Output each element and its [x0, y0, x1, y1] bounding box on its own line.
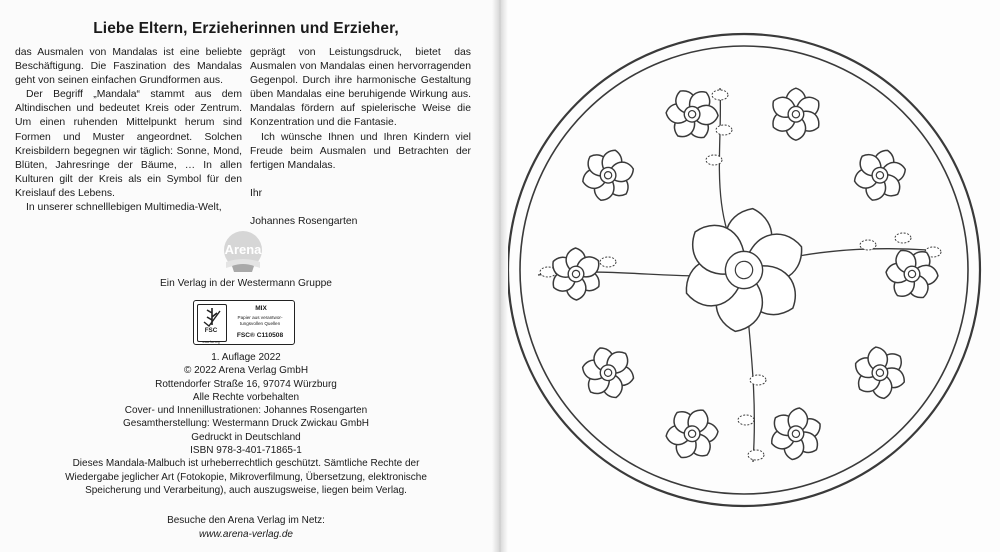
visit-line: Besuche den Arena Verlag im Netz:	[167, 515, 325, 526]
right-page	[508, 0, 1000, 552]
paragraph: Der Begriff „Mandala“ stammt aus dem Altindischen und bedeutet Kreis oder Zentrum. Um einen ruhenden Mittelpunkt herum sind Formen und Muster angeordnet. Solchen Kreisbildern begegnen wir täglich: Sonne, Mond, Blüten, Jahresringe der Bäume, … In allen Kulturen gilt der Kreis als ein Symbol für den Kreislauf des Lebens.	[15, 89, 242, 199]
text-column-right	[250, 46, 471, 229]
imprint-line: © 2022 Arena Verlag GmbH	[183, 365, 309, 377]
fsc-tree-box	[197, 304, 227, 342]
small-flower	[664, 404, 721, 463]
catkin	[895, 233, 911, 243]
imprint-line: Rottendorfer Straße 16, 97074 Würzburg	[155, 378, 337, 390]
arena-logo	[214, 228, 272, 276]
imprint-line: Gesamtherstellung: Westermann Druck Zwickau GmbH	[122, 418, 369, 430]
catkin	[738, 415, 754, 425]
fsc-mix: MIX	[255, 305, 267, 312]
signature-greeting: Ihr	[250, 187, 263, 199]
catkin	[748, 450, 764, 460]
small-flower	[843, 335, 918, 410]
fsc-label	[193, 300, 295, 345]
fsc-code: FSC® C110508	[236, 332, 284, 339]
imprint-line: ISBN 978-3-401-71865-1	[190, 445, 302, 457]
fsc-description: Papier aus verantwor- tungsvollen Quellen	[237, 315, 283, 326]
paragraph: Ich wünsche Ihnen und Ihren Kindern viel Freude beim Ausmalen und Betrachten der fertigen Mandalas.	[250, 131, 471, 171]
paragraph: das Ausmalen von Mandalas ist eine beliebte Beschäftigung. Die Faszination des Mandalas geht von seinen einfachen Grundformen aus.	[15, 47, 242, 87]
text-column-left	[15, 46, 242, 215]
imprint	[0, 351, 492, 497]
paragraph: geprägt von Leistungsdruck, bietet das Ausmalen von Mandalas einen hervorragenden Gegenpol. Durch ihre harmonische Gestaltung üben Mandalas eine beruhigende Wirkung aus. Mandalas fördern auf spielerische Weise die Konzentration und die Fantasie.	[250, 47, 471, 129]
signature-name: Johannes Rosengarten	[250, 215, 358, 227]
small-flower	[570, 138, 645, 213]
logo-text: Arena	[224, 242, 262, 257]
imprint-line: Gedruckt in Deutschland	[191, 431, 301, 443]
catkin	[706, 155, 722, 165]
visit-section	[0, 514, 492, 541]
imprint-line: Wiedergabe jeglicher Art (Fotokopie, Mikroverfilmung, Übersetzung, elektronische	[65, 471, 427, 483]
catkin	[600, 257, 616, 267]
imprint-line: Speicherung und Verarbeitung), auch auszugsweise, liegen beim Verlag.	[85, 484, 407, 496]
small-flower	[577, 341, 639, 405]
small-flower	[846, 142, 913, 208]
catkin	[750, 375, 766, 385]
book-gutter	[492, 0, 508, 552]
imprint-line: Dieses Mandala-Malbuch ist urheberrechtlich geschützt. Sämtliche Rechte der	[72, 458, 420, 470]
imprint-line: Alle Rechte vorbehalten	[192, 391, 300, 403]
tree-check-icon	[198, 305, 226, 329]
imprint-line: 1. Auflage 2022	[211, 352, 281, 363]
imprint-line: Cover- und Innenillustrationen: Johannes Rosengarten	[124, 405, 368, 417]
publisher-line: Ein Verlag in der Westermann Gruppe	[160, 278, 332, 289]
mandala-illustration	[508, 0, 1000, 552]
left-page	[0, 0, 492, 552]
page-heading: Liebe Eltern, Erzieherinnen und Erzieher,	[93, 20, 399, 37]
paragraph: In unserer schnelllebigen Multimedia-Welt,	[26, 202, 222, 214]
small-flower	[762, 399, 831, 469]
catkin	[860, 240, 876, 250]
center-flower	[671, 200, 817, 341]
fsc-acronym: FSC	[204, 327, 218, 334]
small-flower	[656, 79, 728, 150]
catkin	[716, 125, 732, 135]
small-flower	[769, 88, 824, 140]
publisher-url[interactable]: www.arena-verlag.de	[199, 528, 293, 540]
catkin	[712, 90, 728, 100]
fsc-url: www.fsc.org	[202, 340, 220, 344]
